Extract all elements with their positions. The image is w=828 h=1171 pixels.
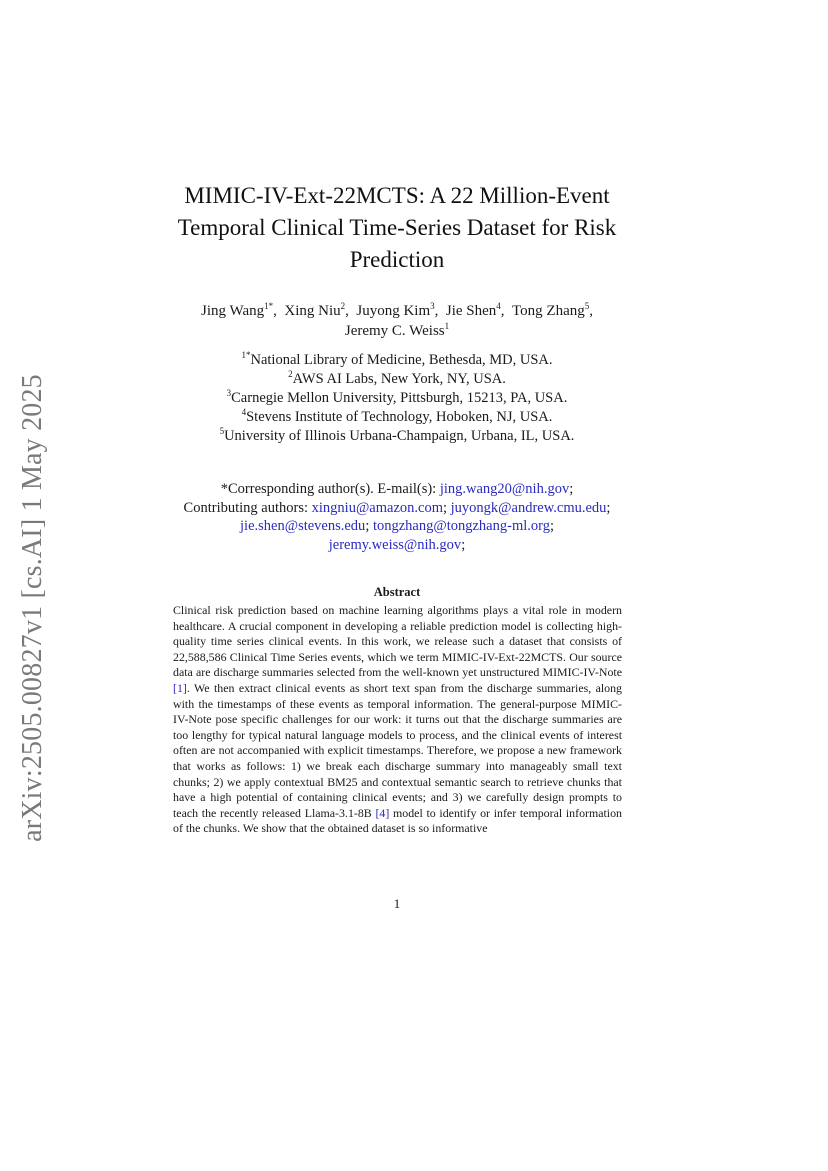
corresponding-label: *Corresponding author(s). E-mail(s): bbox=[220, 481, 440, 497]
email-link-weiss[interactable]: jeremy.weiss@nih.gov bbox=[328, 536, 462, 553]
paper-title bbox=[130, 180, 664, 276]
contributing-line-2: jie.shen@stevens.edu; tongzhang@tongzhang-ml.org; bbox=[240, 518, 554, 534]
email-link-wang[interactable]: jing.wang20@nih.gov bbox=[439, 481, 570, 497]
author-sup: 1* bbox=[264, 301, 274, 311]
author-sup: 1 bbox=[444, 321, 450, 331]
abstract-text-2: . We then extract clinical events as short text span from the discharge summaries, along with the timestamps of these events as temporal information. The general-purpose MIMIC-IV-Note pose specific challenges for our work: it turns out that the discharge summaries are too lengthy for typical natural language models to process, and the clinical events of interest often are not accompanied with explicit timestamps. Therefore, we propose a new framework that works as follows: 1) we break each discharge summary into manageably small text chunks; 2) we apply contextual BM25 and contextual semantic search to retrieve chunks that have a high potential of containing clinical events; and 3) we carefully design prompts to teach the recently released Llama-3.1-8B bbox=[173, 680, 622, 820]
title-line-1: MIMIC-IV-Ext-22MCTS: A 22 Million-Event bbox=[184, 183, 610, 208]
author bbox=[435, 303, 501, 319]
affiliation-text: AWS AI Labs, New York, NY, USA. bbox=[292, 371, 506, 387]
corresponding-line: *Corresponding author(s). E-mail(s): jing.wang20@nih.gov; bbox=[220, 481, 574, 497]
email-link-zhang[interactable]: tongzhang@tongzhang-ml.org bbox=[372, 518, 550, 534]
contributing-label: Contributing authors: bbox=[183, 499, 312, 516]
author bbox=[345, 303, 435, 319]
author-name: Jing Wang bbox=[201, 303, 265, 319]
citation-link-1[interactable]: [1] bbox=[173, 680, 187, 695]
affiliation-sup: 4 bbox=[241, 407, 247, 418]
arxiv-stamp bbox=[17, 375, 49, 840]
author bbox=[501, 303, 593, 319]
email-link-kim[interactable]: juyongk@andrew.cmu.edu bbox=[450, 499, 607, 516]
author-name: Juyong Kim bbox=[356, 303, 431, 319]
arxiv-stamp-text: arXiv:2505.00827v1 [cs.AI] 1 May 2025 bbox=[17, 373, 48, 842]
citation-link-4[interactable]: [4] bbox=[375, 805, 390, 820]
affiliation-text: National Library of Medicine, Bethesda, MD, USA. bbox=[250, 352, 553, 368]
affiliation bbox=[130, 427, 664, 446]
affiliation-list bbox=[130, 351, 664, 446]
title-line-3: Prediction bbox=[349, 247, 445, 272]
contributing-line: Contributing authors: xingniu@amazon.com; juyongk@andrew.cmu.edu; bbox=[183, 499, 611, 516]
abstract-text-3: model to identify or infer temporal information of the chunks. We show that the obtained dataset is so informative bbox=[173, 805, 622, 836]
abstract-body bbox=[173, 603, 622, 837]
correspondence-block bbox=[130, 480, 664, 554]
title-line-2: Temporal Clinical Time-Series Dataset for Risk bbox=[177, 215, 617, 240]
author-name: Xing Niu bbox=[284, 303, 341, 319]
author-sup: 3 bbox=[430, 301, 435, 311]
author-last bbox=[345, 323, 449, 339]
abstract-heading: Abstract bbox=[373, 585, 421, 599]
author-sup: 2 bbox=[340, 301, 346, 311]
email-link-niu[interactable]: xingniu@amazon.com bbox=[311, 499, 443, 516]
affiliation-sup: 3 bbox=[226, 388, 232, 399]
author-sup: 5 bbox=[584, 301, 590, 311]
author-sup: 4 bbox=[496, 301, 501, 311]
affiliation-text: Carnegie Mellon University, Pittsburgh, 15213, PA, USA. bbox=[231, 390, 568, 406]
affiliation-sup: 5 bbox=[219, 426, 225, 437]
affiliation bbox=[130, 351, 664, 370]
affiliation-sup: 2 bbox=[288, 369, 293, 380]
author bbox=[201, 303, 273, 319]
affiliation-text: Stevens Institute of Technology, Hoboken, NJ, USA. bbox=[246, 409, 553, 425]
author-name: Jeremy C. Weiss bbox=[344, 323, 445, 339]
affiliation-text: University of Illinois Urbana-Champaign, Urbana, IL, USA. bbox=[224, 428, 575, 444]
author-name: Jie Shen bbox=[445, 303, 497, 319]
page-number: 1 bbox=[393, 896, 401, 911]
affiliation bbox=[130, 370, 664, 389]
affiliation bbox=[130, 389, 664, 408]
email-link-shen[interactable]: jie.shen@stevens.edu bbox=[240, 518, 366, 534]
affiliation bbox=[130, 408, 664, 427]
author-list bbox=[130, 301, 664, 341]
abstract-text-1: Clinical risk prediction based on machine learning algorithms plays a vital role in modern healthcare. A crucial component in developing a reliable prediction model is collecting high-quality time series clinical events. In this work, we release such a dataset that consists of 22,588,586 Clinical Time Series events, which we term MIMIC-IV-Ext-22MCTS. Our source data are discharge summaries selected from the well-known yet unstructured MIMIC-IV-Note bbox=[173, 603, 622, 680]
affiliation-sup: 1* bbox=[241, 350, 251, 361]
contributing-line-3: jeremy.weiss@nih.gov; bbox=[328, 536, 466, 553]
author-name: Tong Zhang bbox=[512, 303, 585, 319]
author bbox=[273, 303, 345, 319]
